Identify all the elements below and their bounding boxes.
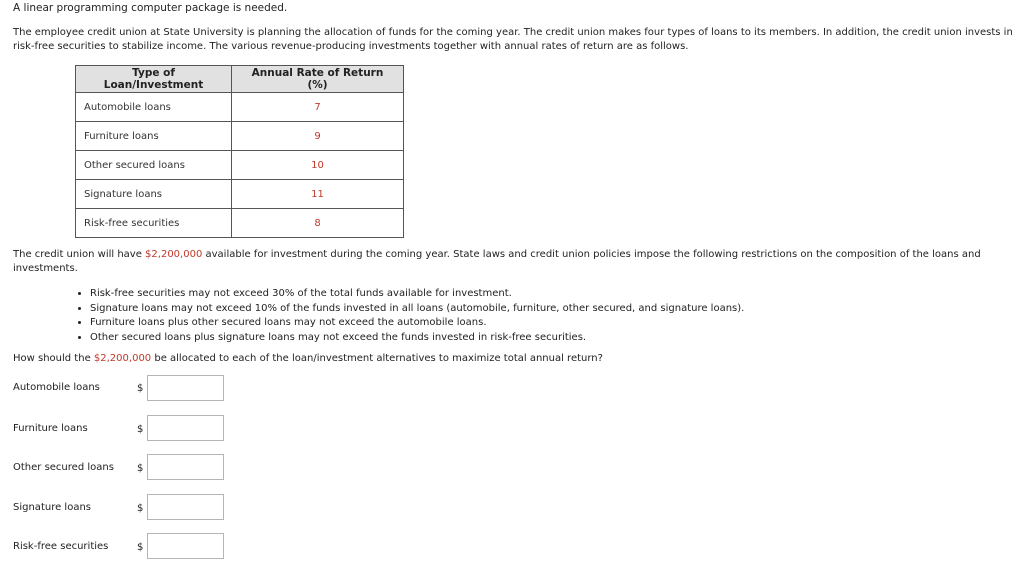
row-rate: 8 <box>232 209 404 238</box>
answer-label-other-secured: Other secured loans <box>13 462 114 473</box>
restrictions-list <box>76 287 744 345</box>
funds-amount: $2,200,000 <box>145 249 203 260</box>
problem-description: The employee credit union at State University is planning the allocation of funds for the coming year. The credit union makes four types of loans to its members. In addition, the credit union invests in risk-free securities to stabilize income. The various revenue-producing investments together with annual rates of return are as follows. <box>13 27 1013 52</box>
row-type: Risk-free securities <box>76 209 232 238</box>
row-rate: 9 <box>232 122 404 151</box>
row-type: Signature loans <box>76 180 232 209</box>
header-type: Type of Loan/Investment <box>76 66 232 93</box>
furniture-loans-input[interactable] <box>147 415 224 441</box>
risk-free-securities-input[interactable] <box>147 533 224 559</box>
table-row <box>76 93 404 122</box>
funds-text-pre: The credit union will have <box>13 249 146 260</box>
table-row <box>76 151 404 180</box>
row-type: Automobile loans <box>76 93 232 122</box>
question-pre: How should the <box>13 353 94 364</box>
answer-label-automobile: Automobile loans <box>13 382 100 393</box>
funds-text-post: available for investment during the coming year. State laws and credit union policies impose the following restrictions on the composition of the loans and investments. <box>13 249 981 274</box>
question-text <box>13 353 603 364</box>
row-type: Other secured loans <box>76 151 232 180</box>
question-post: be allocated to each of the loan/investment alternatives to maximize total annual return? <box>151 353 603 364</box>
automobile-loans-input[interactable] <box>147 375 224 401</box>
rates-table <box>75 65 404 238</box>
question-amount: $2,200,000 <box>93 353 152 364</box>
dollar-sign: $ <box>137 463 144 474</box>
dollar-sign: $ <box>137 542 144 553</box>
list-item: • Risk-free securities may not exceed 30% of the total funds available for investment. <box>90 287 744 302</box>
dollar-sign: $ <box>137 424 144 435</box>
row-rate: 10 <box>232 151 404 180</box>
list-item: • Furniture loans plus other secured loans may not exceed the automobile loans. <box>90 316 744 331</box>
row-rate: 11 <box>232 180 404 209</box>
answer-label-furniture: Furniture loans <box>13 423 88 434</box>
answer-label-risk-free: Risk-free securities <box>13 541 109 552</box>
table-row <box>76 209 404 238</box>
answer-label-signature: Signature loans <box>13 502 91 513</box>
signature-loans-input[interactable] <box>147 494 224 520</box>
header-rate: Annual Rate of Return (%) <box>232 66 404 93</box>
row-rate: 7 <box>232 93 404 122</box>
intro-text: A linear programming computer package is needed. <box>13 2 288 14</box>
table-header-row <box>76 66 404 93</box>
table-row <box>76 180 404 209</box>
list-item: • Other secured loans plus signature loans may not exceed the funds invested in risk-free securities. <box>90 331 744 346</box>
dollar-sign: $ <box>137 383 144 394</box>
dollar-sign: $ <box>137 503 144 514</box>
funds-paragraph <box>13 248 1013 276</box>
list-item: • Signature loans may not exceed 10% of the funds invested in all loans (automobile, furniture, other secured, and signature loans). <box>90 302 744 317</box>
row-type: Furniture loans <box>76 122 232 151</box>
table-row <box>76 122 404 151</box>
other-secured-loans-input[interactable] <box>147 454 224 480</box>
